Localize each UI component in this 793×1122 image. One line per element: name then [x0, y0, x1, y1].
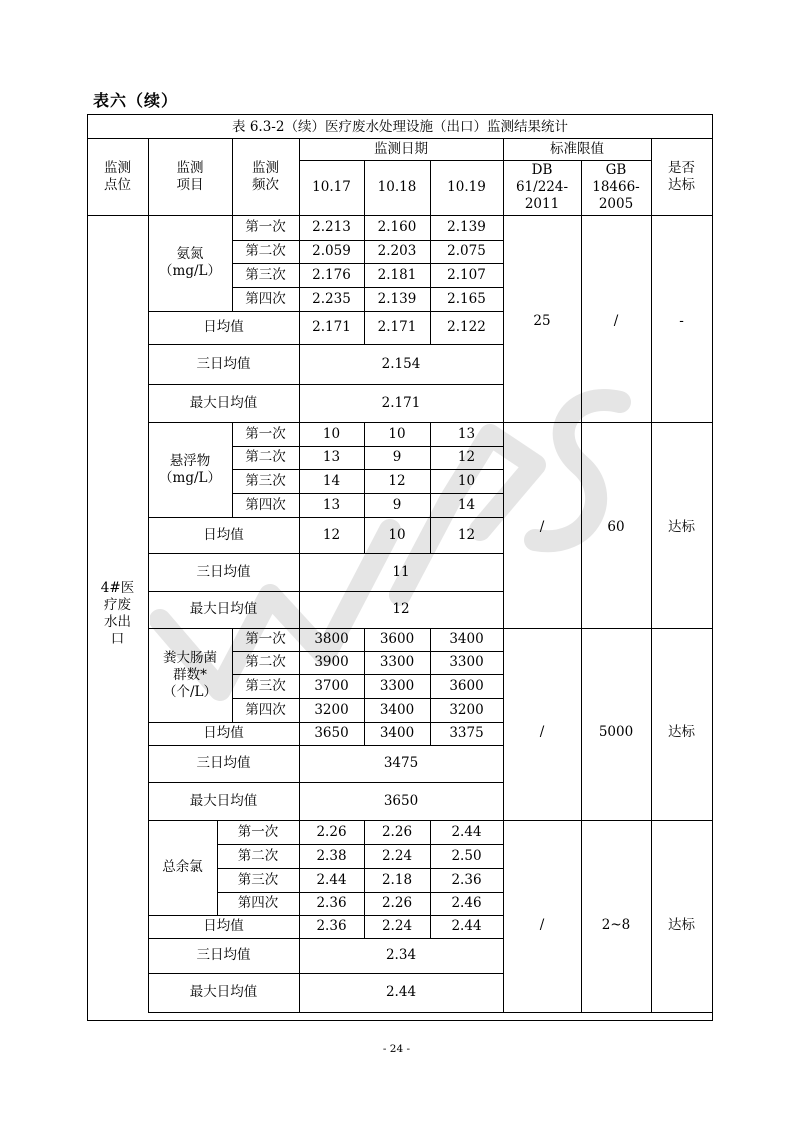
parameter-name: 粪大肠菌 群数* （个/L）: [162, 649, 217, 700]
measurement-value: 3200: [314, 701, 349, 718]
daily-average-value: 10: [388, 526, 406, 543]
compliance-value: 达标: [668, 916, 695, 933]
header-monitoring-date: 监测日期: [374, 140, 428, 157]
table-h-gridline: [148, 1012, 713, 1013]
parameter-name: 悬浮物 （mg/L）: [159, 452, 221, 486]
measurement-value: 2.24: [381, 847, 413, 864]
frequency-label: 第三次: [245, 472, 286, 489]
frequency-label: 第二次: [245, 449, 286, 465]
measurement-value: 3300: [379, 677, 415, 694]
measurement-value: 2.213: [312, 219, 351, 235]
frequency-label: 第二次: [245, 654, 286, 670]
measurement-value: 10: [322, 425, 341, 442]
measurement-value: 2.36: [451, 871, 482, 888]
header-standard-limit: 标准限值: [550, 140, 604, 157]
measurement-value: 2.075: [447, 243, 486, 259]
measurement-value: 3700: [314, 677, 349, 694]
measurement-value: 2.50: [451, 847, 482, 864]
frequency-label: 第一次: [245, 425, 286, 442]
measurement-value: 2.26: [381, 823, 413, 840]
frequency-label: 第三次: [245, 677, 286, 694]
measurement-value: 12: [388, 472, 406, 489]
measurement-value: 2.203: [377, 243, 417, 259]
location-cell: 4#医 疗废 水出 口: [100, 579, 135, 647]
frequency-label: 第四次: [245, 701, 286, 718]
max-daily-average-value: 3650: [383, 792, 419, 809]
measurement-value: 2.26: [316, 823, 347, 840]
three-day-average-value: 3475: [383, 755, 419, 771]
measurement-value: 2.139: [377, 290, 417, 307]
measurement-value: 13: [322, 496, 341, 513]
measurement-value: 14: [322, 472, 341, 489]
measurement-value: 13: [457, 425, 476, 442]
watermark-w-stroke: [160, 530, 390, 690]
measurement-value: 3200: [449, 701, 484, 718]
frequency-label: 第四次: [245, 496, 286, 513]
daily-average-value: 3375: [449, 725, 484, 741]
max-daily-average-label: 最大日均值: [189, 792, 258, 809]
gb-limit-value: 2~8: [601, 916, 631, 933]
three-day-average-label: 三日均值: [196, 355, 251, 372]
gb-limit-value: 5000: [598, 723, 634, 740]
measurement-value: 9: [392, 496, 402, 513]
measurement-value: 2.235: [312, 290, 351, 307]
measurement-value: 3400: [379, 701, 415, 718]
three-day-average-label: 三日均值: [196, 563, 251, 580]
header-monitoring-point: 监测 点位: [104, 159, 131, 193]
daily-average-value: 3400: [379, 725, 415, 741]
frequency-label: 第三次: [245, 266, 286, 283]
daily-average-label: 日均值: [203, 918, 244, 934]
header-date: 10.17: [312, 179, 351, 195]
measurement-value: 2.181: [377, 266, 417, 283]
db-limit-value: /: [539, 916, 545, 933]
measurement-value: 2.46: [451, 895, 482, 911]
measurement-value: 14: [457, 496, 476, 513]
daily-average-label: 日均值: [203, 526, 244, 543]
header-compliance: 是否 达标: [668, 159, 695, 193]
max-daily-average-label: 最大日均值: [189, 601, 258, 617]
three-day-average-value: 2.34: [385, 947, 417, 963]
measurement-value: 2.059: [312, 243, 351, 259]
measurement-value: 3300: [379, 654, 415, 670]
measurement-value: 12: [457, 449, 476, 465]
header-monitoring-frequency: 监测 频次: [252, 159, 279, 193]
measurement-value: 2.176: [312, 266, 351, 283]
db-limit-value: /: [539, 518, 545, 535]
measurement-value: 2.107: [447, 266, 486, 283]
daily-average-value: 2.24: [381, 918, 413, 934]
measurement-value: 2.36: [316, 895, 347, 911]
frequency-label: 第四次: [237, 895, 279, 911]
measurement-value: 2.160: [377, 219, 417, 235]
measurement-value: 2.44: [451, 823, 482, 840]
gb-limit-value: 60: [607, 518, 625, 535]
compliance-value: 达标: [668, 723, 695, 740]
daily-average-label: 日均值: [203, 319, 244, 335]
measurement-value: 2.44: [316, 871, 347, 888]
max-daily-average-value: 12: [392, 601, 410, 617]
compliance-value: 达标: [668, 518, 695, 535]
measurement-value: 9: [392, 449, 402, 465]
frequency-label: 第二次: [245, 243, 286, 259]
measurement-value: 2.165: [447, 290, 486, 307]
header-date: 10.18: [377, 179, 417, 195]
measurement-value: 2.18: [381, 871, 413, 888]
header-monitoring-item: 监测 项目: [176, 159, 204, 193]
measurement-value: 10: [457, 472, 476, 489]
frequency-label: 第一次: [245, 219, 286, 235]
daily-average-value: 2.171: [377, 319, 417, 335]
frequency-label: 第二次: [237, 847, 279, 864]
section-heading: 表六（续）: [93, 91, 179, 110]
header-gb-standard: GB 18466- 2005: [592, 162, 640, 212]
watermark-s-stroke: [535, 400, 620, 541]
frequency-label: 第一次: [237, 823, 279, 840]
three-day-average-value: 2.154: [381, 355, 421, 372]
daily-average-label: 日均值: [203, 725, 244, 741]
measurement-value: 2.38: [316, 847, 347, 864]
frequency-label: 第一次: [245, 631, 286, 647]
db-limit-value: 25: [533, 312, 551, 329]
measurement-value: 13: [322, 449, 341, 465]
max-daily-average-value: 2.44: [385, 984, 417, 1000]
page-number: - 24 -: [382, 1043, 411, 1055]
frequency-label: 第三次: [237, 871, 279, 888]
daily-average-value: 2.36: [316, 918, 347, 934]
measurement-value: 3400: [449, 631, 484, 647]
max-daily-average-label: 最大日均值: [189, 394, 258, 411]
watermark-p-stroke: [400, 435, 535, 595]
measurement-value: 2.139: [447, 219, 486, 235]
measurement-value: 3300: [449, 654, 484, 670]
measurement-value: 3600: [449, 677, 484, 694]
daily-average-value: 2.44: [451, 918, 482, 934]
frequency-label: 第四次: [245, 290, 286, 307]
daily-average-value: 12: [322, 526, 341, 543]
parameter-name: 氨氮 （mg/L）: [159, 246, 221, 279]
measurement-value: 3800: [314, 631, 349, 647]
gb-limit-value: /: [613, 312, 619, 329]
measurement-value: 10: [388, 425, 406, 442]
wps-watermark: [150, 380, 670, 710]
measurement-value: 2.26: [381, 895, 413, 911]
daily-average-value: 3650: [314, 725, 349, 741]
header-db-standard: DB 61/224- 2011: [515, 162, 569, 212]
daily-average-value: 2.122: [447, 319, 486, 335]
three-day-average-value: 11: [392, 563, 410, 580]
header-date: 10.19: [447, 179, 486, 195]
three-day-average-label: 三日均值: [196, 755, 251, 771]
max-daily-average-value: 2.171: [381, 394, 421, 411]
compliance-value: -: [679, 312, 684, 329]
measurement-value: 3900: [314, 654, 349, 670]
daily-average-value: 2.171: [312, 319, 351, 335]
measurement-value: 3600: [379, 631, 415, 647]
three-day-average-label: 三日均值: [196, 947, 251, 963]
db-limit-value: /: [539, 723, 545, 740]
parameter-name: 总余氯: [162, 859, 203, 875]
daily-average-value: 12: [457, 526, 476, 543]
table-caption: 表 6.3-2（续）医疗废水处理设施（出口）监测结果统计: [232, 119, 568, 135]
max-daily-average-label: 最大日均值: [189, 984, 258, 1000]
